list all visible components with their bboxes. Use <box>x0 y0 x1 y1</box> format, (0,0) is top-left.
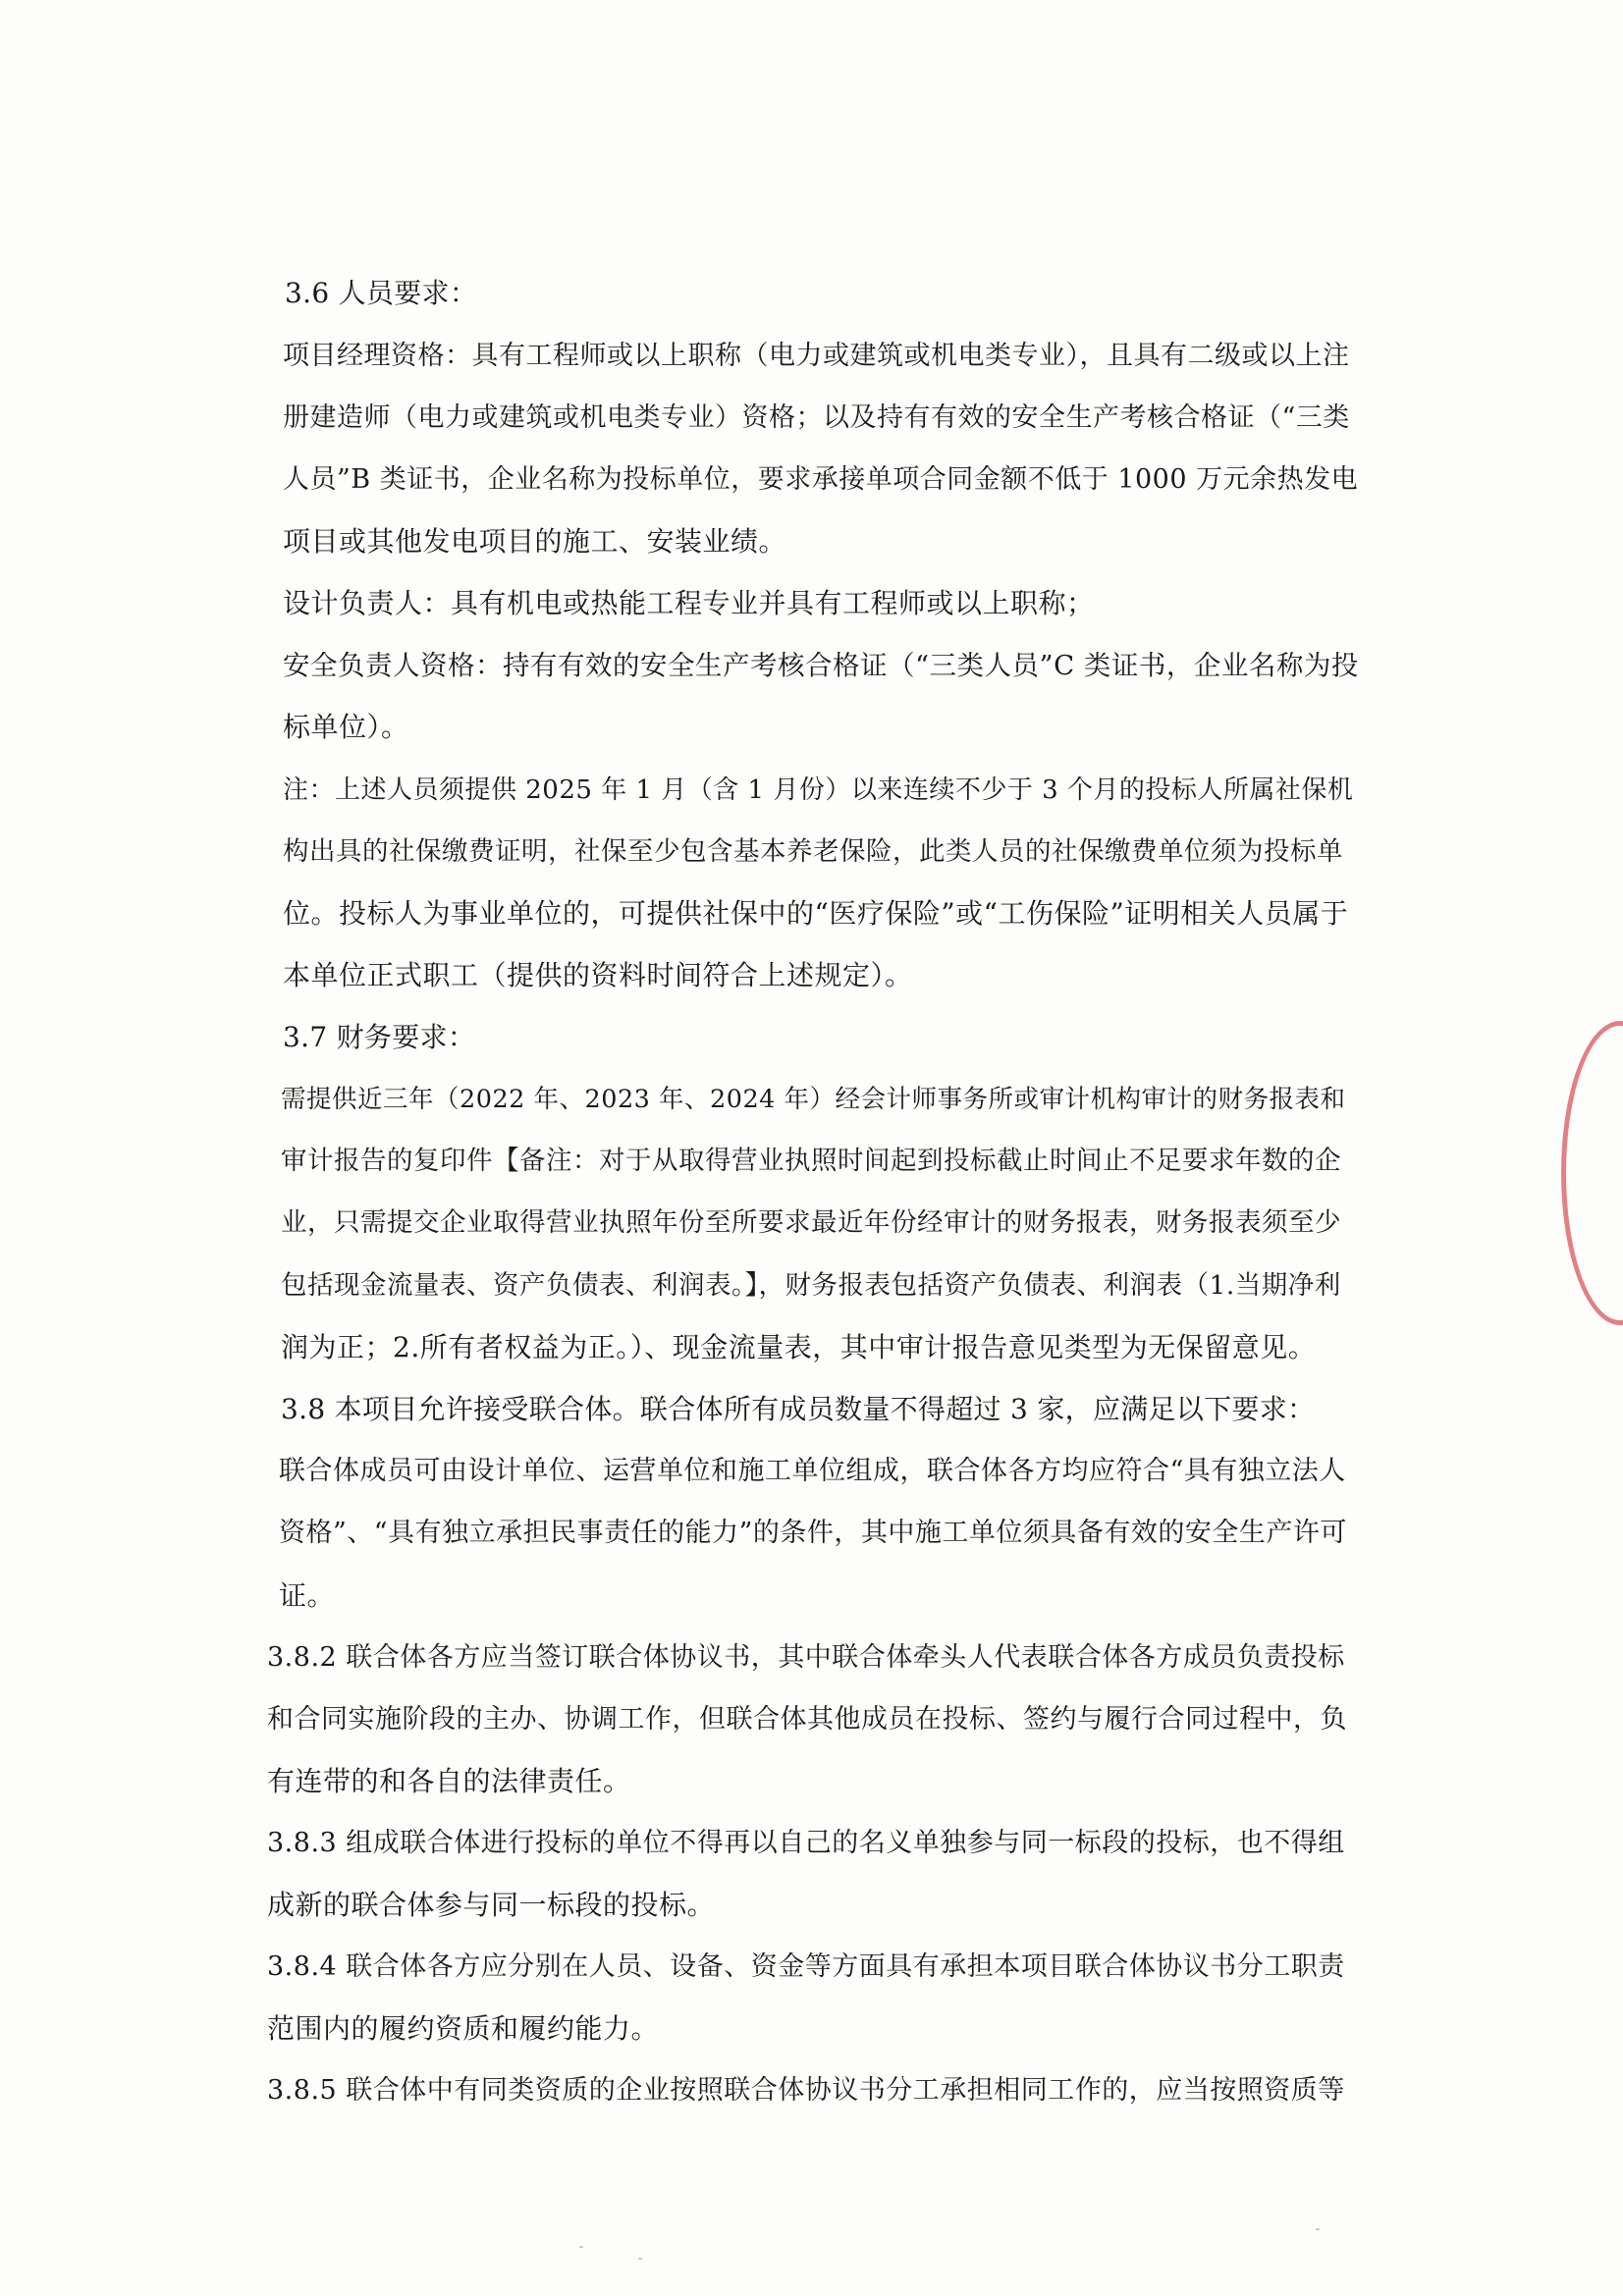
text-line: 安全负责人资格：持有有效的安全生产考核合格证（“三类人员”C 类证书，企业名称为投 <box>283 650 1359 681</box>
text-line: 资格”、“具有独立承担民事责任的能力”的条件，其中施工单位须具备有效的安全生产许可 <box>279 1518 1347 1548</box>
scan-speck <box>638 2258 642 2260</box>
text-line: 注：上述人员须提供 2025 年 1 月（含 1 月份）以来连续不少于 3 个月的投标人所属社保机 <box>283 775 1354 805</box>
text-line: 有连带的和各自的法律责任。 <box>267 1765 631 1797</box>
section-3-7-heading: 3.7 财务要求： <box>283 1021 476 1053</box>
text-line: 3.8.4 联合体各方应分别在人员、设备、资金等方面具有承担本项目联合体协议书分工职责 <box>267 1951 1345 1982</box>
text-line: 3.8.2 联合体各方应当签订联合体协议书，其中联合体牵头人代表联合体各方成员负责投标 <box>267 1642 1345 1673</box>
text-line: 和合同实施阶段的主办、协调工作，但联合体其他成员在投标、签约与履行合同过程中，负 <box>267 1704 1347 1735</box>
text-line: 证。 <box>279 1579 336 1612</box>
text-line: 3.8.3 组成联合体进行投标的单位不得再以自己的名义单独参与同一标段的投标，也不得组 <box>267 1828 1345 1858</box>
text-line: 业，只需提交企业取得营业执照年份至所要求最近年份经审计的财务报表，财务报表须至少 <box>281 1207 1341 1238</box>
text-line: 标单位）。 <box>283 711 409 743</box>
text-line: 成新的联合体参与同一标段的投标。 <box>267 1889 716 1921</box>
section-3-8-heading: 3.8 本项目允许接受联合体。联合体所有成员数量不得超过 3 家，应满足以下要求： <box>281 1393 1316 1425</box>
section-3-6-heading: 3.6 人员要求： <box>285 277 478 309</box>
text-line: 设计负责人：具有机电或热能工程专业并具有工程师或以上职称； <box>283 587 1095 619</box>
text-line: 审计报告的复印件【备注：对于从取得营业执照时间起到投标截止时间止不足要求年数的企 <box>281 1146 1341 1176</box>
text-line: 项目或其他发电项目的施工、安装业绩。 <box>283 525 787 558</box>
scan-speck <box>1316 2228 1320 2230</box>
text-line: 润为正；2.所有者权益为正。）、现金流量表，其中审计报告意见类型为无保留意见。 <box>281 1331 1317 1363</box>
text-line: 3.8.5 联合体中有同类资质的企业按照联合体协议书分工承担相同工作的，应当按照资质等 <box>267 2075 1345 2106</box>
text-line: 人员”B 类证书，企业名称为投标单位，要求承接单项合同金额不低于 1000 万元余热发电 <box>283 464 1359 495</box>
text-line: 需提供近三年（2022 年、2023 年、2024 年）经会计师事务所或审计机构审计的财务报表和 <box>281 1085 1346 1114</box>
text-line: 本单位正式职工（提供的资料时间符合上述规定）。 <box>283 959 913 991</box>
text-line: 联合体成员可由设计单位、运营单位和施工单位组成，联合体各方均应符合“具有独立法人 <box>279 1456 1346 1486</box>
text-line: 包括现金流量表、资产负债表、利润表。】，财务报表包括资产负债表、利润表（1.当期净利 <box>281 1270 1341 1301</box>
text-line: 项目经理资格：具有工程师或以上职称（电力或建筑或机电类专业），且具有二级或以上注 <box>283 341 1350 371</box>
text-line: 位。投标人为事业单位的，可提供社保中的“医疗保险”或“工伤保险”证明相关人员属于 <box>283 897 1349 930</box>
text-line: 册建造师（电力或建筑或机电类专业）资格；以及持有有效的安全生产考核合格证（“三类 <box>283 402 1350 433</box>
text-line: 范围内的履约资质和履约能力。 <box>267 2012 660 2045</box>
text-line: 构出具的社保缴费证明，社保至少包含基本养老保险，此类人员的社保缴费单位须为投标单 <box>283 836 1343 867</box>
scan-speck <box>579 2246 583 2248</box>
